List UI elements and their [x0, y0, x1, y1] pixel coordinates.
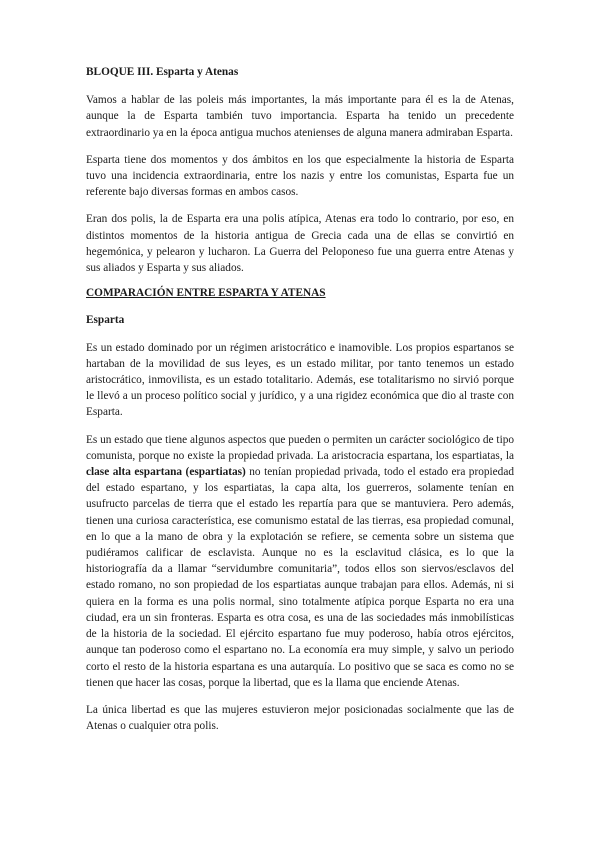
subheading-esparta: Esparta	[86, 314, 125, 327]
esparta-paragraph-3: La única libertad es que las mujeres estuvieron mejor posicionadas socialmente que las de Atenas o cualquier otra polis.	[86, 703, 514, 733]
esparta-paragraph-1: Es un estado dominado por un régimen aristocrático e inamovible. Los propios espartanos se hartaban de la movilidad de sus leyes, es un estado militar, por tanto tenemos un estado aristocrático, inmovilista, es un estado totalitario. Además, ese totalitarismo no sirvió porque le llevó a un proceso político social y jurídico, y a una rigidez económica que dio al traste con Esparta.	[86, 341, 514, 419]
section-title: COMPARACIÓN ENTRE ESPARTA Y ATENAS	[86, 287, 326, 300]
intro-paragraph-3: Eran dos polis, la de Esparta era una polis atípica, Atenas era todo lo contrario, por eso, en distintos momentos de la historia antigua de Grecia cada una de ellas se convirtió en hegemónica, y pelearon y lucharon. La Guerra del Peloponeso fue una guerra entre Atenas y sus aliados y Esparta y sus aliados.	[86, 213, 514, 275]
intro-paragraph-2: Esparta tiene dos momentos y dos ámbitos en los que especialmente la historia de Esparta tuvo una incidencia extraordinaria, entre los nazis y entre los comunistas, Esparta fue un referente bajo diversas formas en ambos casos.	[86, 153, 514, 199]
esparta-paragraph-2-after: no tenían propiedad privada, todo el estado era propiedad del estado espartano, y los espartiatas, la capa alta, los guerreros, solamente tenían en usufructo parcelas de tierra que el estado les repartía para que se mantuviera. Pero además, tienen una curiosa característica, ese comunismo estatal de las tierras, esa propiedad comunal, en lo que a la mano de obra y la explotación se refiere, se cementa sobre un sistema que pudiéramos calificar de esclavista. Aunque no es la esclavitud clásica, es lo que la historiografía da a llamar “servidumbre comunitaria”, todos ellos son siervos/esclavos del estado romano, no son propiedad de los espartiatas aunque trabajan para ellos. Además, ni si quiera en la forma es una polis normal, sino totalmente atípica porque Esparta no era una ciudad, era un sin fronteras. Esparta es otra cosa, es una de las sociedades más inmobilísticas de la historia de la sociedad. El ejército espartano fue muy poderoso, había otros ejércitos, aunque tan poderoso como el espartano no. La economía era muy simple, y salvo un periodo corto el resto de la historia espartana es una autarquía. Lo positivo que se saca es como no se tienen que hacer las cosas, porque la libertad, que es la llama que enciende Atenas.	[86, 466, 514, 689]
clase-alta-bold-term: clase alta espartana (espartiatas)	[86, 466, 246, 479]
esparta-paragraph-2-before: Es un estado que tiene algunos aspectos que pueden o permiten un carácter sociológico de tipo comunista, porque no existe la propiedad privada. La aristocracia espartana, los espartiatas, la	[86, 433, 514, 462]
intro-paragraph-1: Vamos a hablar de las poleis más importantes, la más importante para él es la de Atenas, aunque la de Esparta también tuvo importancia. Esparta ha tenido un precedente extraordinario ya en la época antigua muchos atenienses de alguna manera admiraban Esparta.	[86, 94, 514, 139]
document-heading: BLOQUE III. Esparta y Atenas	[86, 66, 239, 78]
document-page	[86, 64, 514, 745]
esparta-paragraph-2	[86, 432, 514, 691]
